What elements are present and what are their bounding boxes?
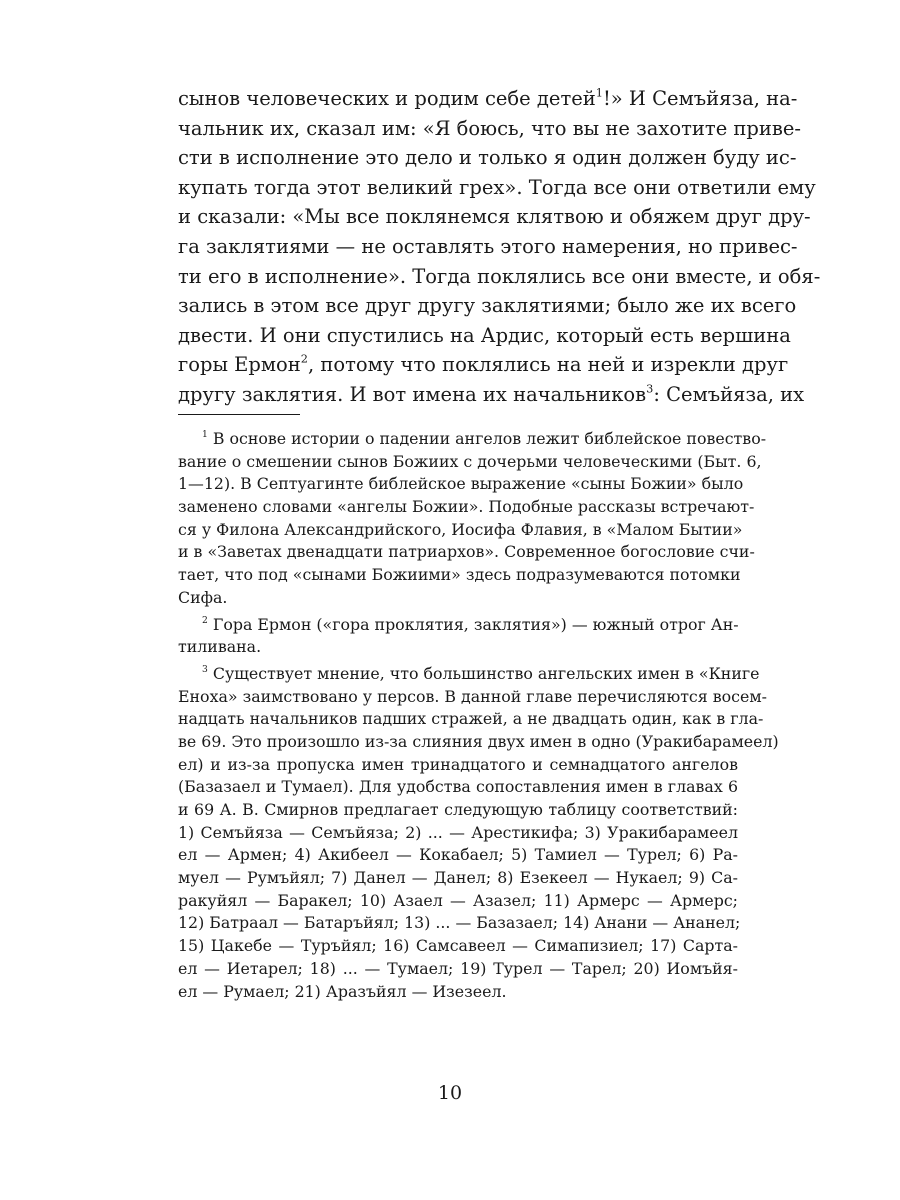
footnote-line: ве 69. Это произошло из-за слияния двух имен в одно (Уракибарамеел)	[178, 731, 779, 751]
main-line: сти в исполнение это дело и только я один должен буду ис-	[178, 146, 797, 170]
footnote-line: $^2$ Гора Ермон («гора проклятия, заклятия») — южный отрог Ан-	[202, 614, 739, 634]
footnote-line: тиливана.	[178, 637, 262, 657]
footnote-line: $^3$ Существует мнение, что большинство ангельских имен в «Книге	[202, 663, 760, 683]
footnote-ref: 3	[646, 382, 654, 396]
footnote-marker: 2	[202, 614, 208, 626]
main-line: другу заклятия. И вот имена их начальников$^3$: Семъйяза, их	[178, 382, 805, 406]
footnote-line: ел — Румаел; 21) Аразъйял — Изезеел.	[178, 981, 507, 1001]
footnote-line: ел) и из-за пропуска имен тринадцатого и семнадцатого ангелов	[178, 754, 738, 774]
main-line: га заклятиями — не оставлять этого намерения, но привес-	[178, 234, 798, 258]
footnote-line: ся у Филона Александрийского, Иосифа Флавия, в «Малом Бытии»	[178, 519, 743, 539]
footnote-line: $^1$ В основе истории о падении ангелов лежит библейское повество-	[202, 429, 767, 448]
footnotes	[178, 428, 779, 1007]
footnote-line: 15) Цакебе — Туръйял; 16) Самсавеел — Симапизиел; 17) Сарта-	[178, 936, 738, 956]
footnote-1	[178, 428, 767, 610]
main-line: ти его в исполнение». Тогда поклялись все они вместе, и обя-	[178, 264, 821, 288]
main-line: сынов человеческих и родим себе детей$^1$!» И Семъйяза, на-	[178, 86, 798, 110]
footnote-line: ракуйял — Баракел; 10) Азаел — Азазел; 11) Армерс — Армерс;	[178, 890, 738, 910]
footnote-line: (Базазаел и Тумаел). Для удобства сопоставления имен в главах 6	[178, 777, 738, 797]
footnote-ref: 1	[595, 86, 603, 100]
main-line: зались в этом все друг другу заклятиями; было же их всего	[178, 294, 797, 318]
main-line: чальник их, сказал им: «Я боюсь, что вы не захотите приве-	[178, 116, 802, 140]
footnote-3	[178, 663, 779, 1003]
footnote-marker: 3	[202, 664, 208, 676]
main-line: купать тогда этот великий грех». Тогда все они ответили ему	[178, 175, 816, 199]
footnote-line: 1) Семъйяза — Семъйяза; 2) ... — Арестикифа; 3) Уракибарамеел	[178, 822, 738, 842]
footnote-2	[178, 614, 738, 659]
footnote-line: тает, что под «сынами Божиими» здесь подразумеваются потомки	[178, 565, 741, 585]
footnote-line: вание о смешении сынов Божиих с дочерьми человеческими (Быт. 6,	[178, 451, 762, 471]
page-number: 10	[437, 1082, 463, 1104]
main-line: двести. И они спустились на Ардис, который есть вершина	[178, 323, 791, 347]
footnote-line: Сифа.	[178, 587, 228, 607]
main-text	[178, 84, 821, 410]
footnote-marker: 1	[202, 429, 208, 441]
footnote-line: и в «Заветах двенадцати патриархов». Современное богословие счи-	[178, 542, 755, 562]
footnote-separator	[178, 414, 300, 415]
footnote-line: муел — Румъйял; 7) Данел — Данел; 8) Езекеел — Нукаел; 9) Са-	[178, 868, 738, 888]
footnote-line: заменено словами «ангелы Божии». Подобные рассказы встречают-	[178, 497, 755, 517]
footnote-line: 1—12). В Септуагинте библейское выражение «сыны Божии» было	[178, 474, 744, 494]
footnote-line: 12) Батраал — Батаръйял; 13) ... — Базазаел; 14) Анани — Ананел;	[178, 913, 741, 933]
footnote-line: надцать начальников падших стражей, а не двадцать один, как в гла-	[178, 709, 764, 729]
footnote-line: Еноха» заимствовано у персов. В данной главе перечисляются восем-	[178, 686, 767, 706]
footnote-line: ел — Иетарел; 18) ... — Тумаел; 19) Турел — Тарел; 20) Иомъйя-	[178, 958, 738, 978]
footnote-line: ел — Армен; 4) Акибеел — Кокабаел; 5) Тамиел — Турел; 6) Ра-	[178, 845, 738, 865]
footnote-line: и 69 А. В. Смирнов предлагает следующую таблицу соответствий:	[178, 800, 738, 819]
main-line: горы Ермон$^2$, потому что поклялись на ней и изрекли друг	[178, 352, 789, 377]
footnote-ref: 2	[300, 352, 308, 366]
main-line: и сказали: «Мы все поклянемся клятвою и обяжем друг дру-	[178, 205, 811, 229]
